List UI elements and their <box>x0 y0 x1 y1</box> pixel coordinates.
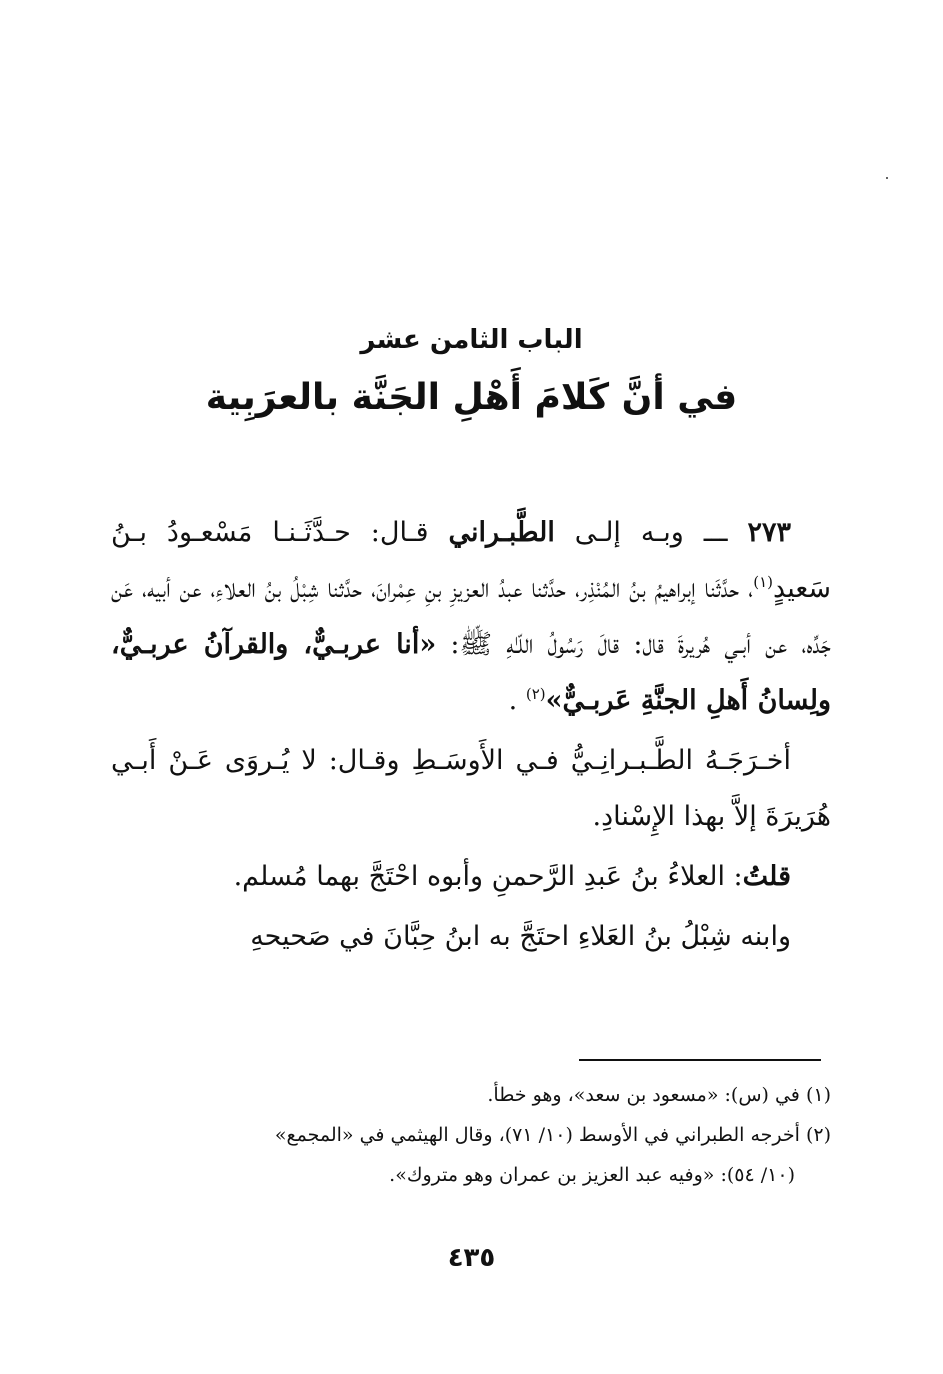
main-text <box>111 505 831 965</box>
footnote-separator <box>579 1059 821 1061</box>
footnote-2 <box>111 1115 831 1155</box>
isnad-part-1: قـال: حـدَّثَـنـا مَسْعـودُ بـنُ سَعيدٍ <box>111 517 831 604</box>
hadith-matn: «أنا عربـيٌّ، والقرآنُ عربـيٌّ، ولِسانُ أَهلِ الجنَّةِ عَربـيٌّ» <box>111 629 831 716</box>
takhrij-paragraph: أخـرَجَـهُ الطَّـبـرانِـيُّ فـي الأَوسَـطِ وقـال: لا يُـروَى عَـنْ أَبـي هُرَيرَةَ إلاَّ بهذا الإِسْنادِ. <box>111 745 831 832</box>
footnote-1 <box>111 1075 831 1115</box>
footnote-1-marker: (١) <box>805 1084 831 1106</box>
comment-label: قلتُ <box>742 861 791 892</box>
footnote-1-text: في (س): «مسعود بن سعد»، وهو خطأ. <box>487 1084 800 1106</box>
comment-paragraph <box>111 849 831 905</box>
footnote-2-continuation: (١٠/ ٥٤): «وفيه عبد العزيز بن عمران وهو متروك». <box>389 1164 795 1186</box>
chapter-label: الباب الثامن عشر <box>360 325 583 355</box>
chapter-title: في أنَّ كَلامَ أَهْلِ الجَنَّة بالعرَبِية <box>205 377 738 418</box>
isnad-part-2: ، حدَّثَنا إبراهيمُ بنُ المُنْذِر، حدَّثنا عبدُ العزيزِ بنِ عِمْرانَ، حدَّثنا شِبْلُ بنُ العلاءِ، عن أبيه، عَن جَدِّه، عن أبـي هُريرةَ قال: قالَ رَسُولُ اللّـٰهِ ﷺ: <box>111 573 831 660</box>
last-paragraph: وابنه شِبْلُ بنُ العَلاءِ احتَجَّ به ابنُ حِبَّانَ في صَحيحهِ <box>250 921 791 952</box>
footnote-ref-2: (٢) <box>525 685 546 703</box>
footnote-2-marker: (٢) <box>805 1124 831 1146</box>
footnote-2-text: أخرجه الطبراني في الأوسط (١٠/ ٧١)، وقال الهيثمي في «المجمع» <box>274 1124 800 1146</box>
tabarani-name: الطَّبـراني <box>448 517 555 548</box>
footnotes <box>111 1075 831 1195</box>
footnote-ref-1: (١) <box>753 573 774 591</box>
hadith-end: . <box>508 685 526 716</box>
hadith-dash: ـــ <box>683 517 748 548</box>
comment-text: : العلاءُ بنُ عَبدِ الرَّحمنِ وأبوه احْتَجَّ بهما مُسلم. <box>233 861 743 892</box>
scan-speck <box>886 177 888 179</box>
page-number: ٤٣٥ <box>447 1243 496 1273</box>
hadith-intro: وبـه إلـى <box>554 517 684 548</box>
hadith-paragraph <box>111 505 831 729</box>
hadith-number: ٢٧٣ <box>747 517 791 548</box>
